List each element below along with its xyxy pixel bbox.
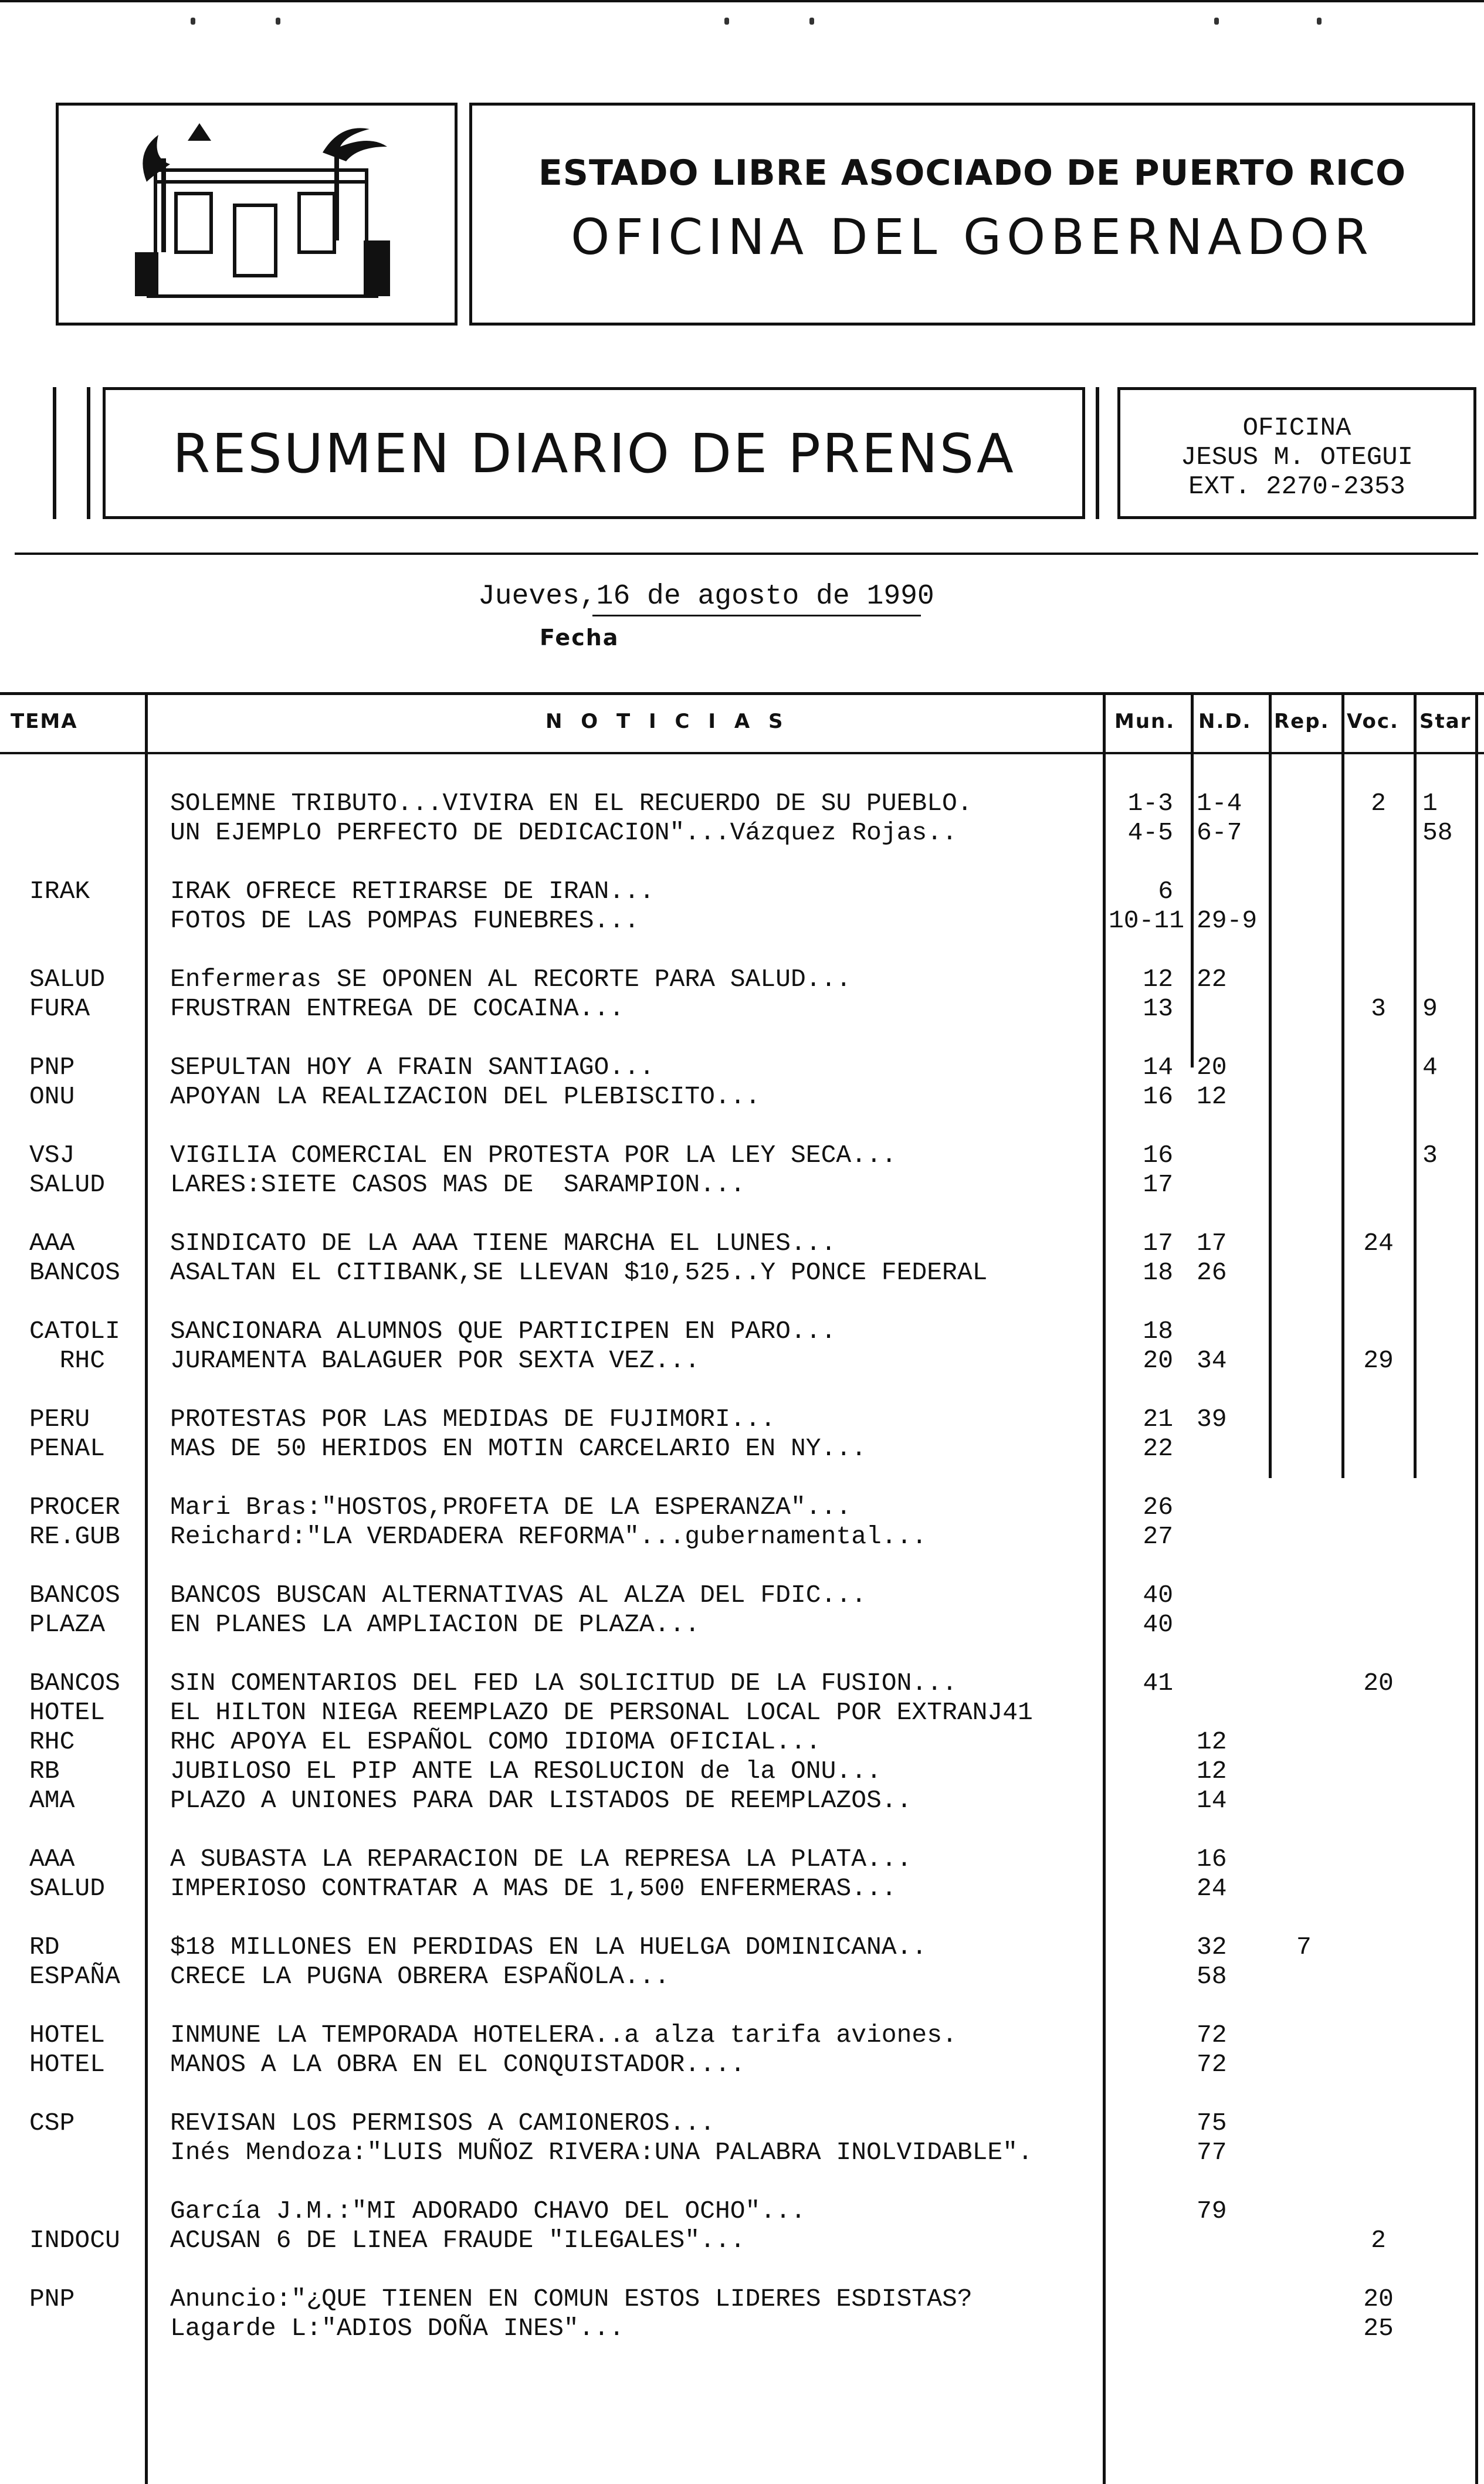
cell-mun: 21 (1143, 1405, 1173, 1434)
cell-mun: 40 (1143, 1581, 1173, 1609)
table-header-rule (0, 752, 1484, 754)
col-header-rep: Rep. (1274, 710, 1330, 733)
cell-news: MANOS A LA OBRA EN EL CONQUISTADOR.... (170, 2050, 746, 2079)
top-edge (0, 0, 1484, 2)
cell-nd: 77 (1197, 2138, 1227, 2167)
cell-mun: 12 (1143, 965, 1173, 994)
cell-star: 3 (1422, 1141, 1438, 1170)
cell-tema: CATOLI (29, 1317, 120, 1346)
cell-nd: 26 (1197, 1258, 1227, 1287)
cell-nd: 32 (1197, 1933, 1227, 1961)
cell-nd: 24 (1197, 1874, 1227, 1903)
cell-news: PROTESTAS POR LAS MEDIDAS DE FUJIMORI... (170, 1405, 776, 1434)
cell-news: FOTOS DE LAS POMPAS FUNEBRES... (170, 906, 639, 935)
cell-voc: 2 (1371, 2226, 1386, 2255)
cell-nd: 12 (1197, 1727, 1227, 1756)
cell-mun: 17 (1143, 1170, 1173, 1199)
cell-news: CRECE LA PUGNA OBRERA ESPAÑOLA... (170, 1962, 670, 1991)
cell-tema: AMA (29, 1786, 75, 1815)
col-rule-star (1475, 692, 1478, 2484)
cell-nd: 1-4 (1197, 789, 1242, 818)
cell-tema: PNP (29, 2285, 75, 2313)
cell-news: Enfermeras SE OPONEN AL RECORTE PARA SALUD... (170, 965, 852, 994)
title-bar-left-rule-2 (87, 387, 90, 519)
cell-news: Inés Mendoza:"LUIS MUÑOZ RIVERA:UNA PALABRA INOLVIDABLE". (170, 2138, 1033, 2167)
cell-tema: BANCOS (29, 1581, 120, 1609)
col-header-tema: TEMA (11, 710, 78, 733)
cell-news: ACUSAN 6 DE LINEA FRAUDE "ILEGALES"... (170, 2226, 746, 2255)
cell-news: SINDICATO DE LA AAA TIENE MARCHA EL LUNES... (170, 1229, 836, 1258)
cell-mun: 18 (1143, 1258, 1173, 1287)
cell-news: Anuncio:"¿QUE TIENEN EN COMUN ESTOS LIDERES ESDISTAS? (170, 2285, 973, 2313)
table-top-rule (0, 692, 1484, 695)
title-bar-right-rule (1096, 387, 1099, 519)
cell-nd: 6-7 (1197, 818, 1242, 847)
cell-voc: 2 (1371, 789, 1386, 818)
cell-news: FRUSTRAN ENTREGA DE COCAINA... (170, 994, 625, 1023)
cell-news: García J.M.:"MI ADORADO CHAVO DEL OCHO"... (170, 2197, 806, 2225)
office-name: JESUS M. OTEGUI (1180, 443, 1414, 472)
col-rule-mun (1191, 692, 1194, 1068)
cell-nd: 14 (1197, 1786, 1227, 1815)
cell-mun: 22 (1143, 1434, 1173, 1463)
cell-nd: 22 (1197, 965, 1227, 994)
cell-tema: RB (29, 1757, 60, 1785)
cell-news: Mari Bras:"HOSTOS,PROFETA DE LA ESPERANZA"... (170, 1493, 852, 1521)
cell-tema: VSJ (29, 1141, 75, 1170)
cell-voc: 3 (1371, 994, 1386, 1023)
title-bar-box (103, 387, 1085, 519)
cell-nd: 72 (1197, 2021, 1227, 2049)
cell-rep: 7 (1296, 1933, 1312, 1961)
cell-tema: PROCER (29, 1493, 120, 1521)
cell-news: IMPERIOSO CONTRATAR A MAS DE 1,500 ENFERMERAS... (170, 1874, 897, 1903)
cell-news: MAS DE 50 HERIDOS EN MOTIN CARCELARIO EN NY... (170, 1434, 866, 1463)
cell-mun: 6 (1158, 877, 1173, 906)
cell-tema: HOTEL (29, 2021, 106, 2049)
cell-tema: ESPAÑA (29, 1962, 120, 1991)
cell-nd: 58 (1197, 1962, 1227, 1991)
cell-nd: 12 (1197, 1082, 1227, 1111)
cell-tema: RE.GUB (29, 1522, 120, 1551)
col-rule-rep (1341, 692, 1344, 1478)
cell-mun: 16 (1143, 1141, 1173, 1170)
cell-news: SIN COMENTARIOS DEL FED LA SOLICITUD DE LA FUSION... (170, 1669, 957, 1697)
cell-mun: 13 (1143, 994, 1173, 1023)
cell-news: UN EJEMPLO PERFECTO DE DEDICACION"...Vázquez Rojas.. (170, 818, 957, 847)
cell-news: VIGILIA COMERCIAL EN PROTESTA POR LA LEY SECA... (170, 1141, 897, 1170)
cell-star: 9 (1422, 994, 1438, 1023)
header-title-box (469, 103, 1475, 326)
cell-tema: PNP (29, 1053, 75, 1082)
cell-news: IRAK OFRECE RETIRARSE DE IRAN... (170, 877, 655, 906)
cell-nd: 39 (1197, 1405, 1227, 1434)
cell-tema: PENAL (29, 1434, 106, 1463)
cell-nd: 12 (1197, 1757, 1227, 1785)
cell-news: SEPULTAN HOY A FRAIN SANTIAGO... (170, 1053, 655, 1082)
cell-tema: AAA (29, 1845, 75, 1873)
cell-tema: IRAK (29, 877, 90, 906)
office-ext: EXT. 2270-2353 (1188, 472, 1405, 501)
cell-mun: 20 (1143, 1346, 1173, 1375)
cell-nd: 79 (1197, 2197, 1227, 2225)
office-box (1117, 387, 1476, 519)
cell-voc: 25 (1363, 2314, 1394, 2343)
report-date: Jueves,16 de agosto de 1990 (478, 581, 934, 612)
cell-tema: SALUD (29, 1170, 106, 1199)
cell-star: 4 (1422, 1053, 1438, 1082)
cell-tema: SALUD (29, 1874, 106, 1903)
cell-tema: SALUD (29, 965, 106, 994)
col-header-nd: N.D. (1198, 710, 1252, 733)
cell-news: Lagarde L:"ADIOS DOÑA INES"... (170, 2314, 625, 2343)
cell-mun: 41 (1143, 1669, 1173, 1697)
cell-nd: 34 (1197, 1346, 1227, 1375)
cell-news: PLAZO A UNIONES PARA DAR LISTADOS DE REEMPLAZOS.. (170, 1786, 912, 1815)
cell-mun: 4-5 (1127, 818, 1173, 847)
cell-news: JURAMENTA BALAGUER POR SEXTA VEZ... (170, 1346, 700, 1375)
col-header-star: Star (1419, 710, 1472, 733)
cell-tema: BANCOS (29, 1258, 120, 1287)
cell-news: EL HILTON NIEGA REEMPLAZO DE PERSONAL LOCAL POR EXTRANJ41 (170, 1698, 1033, 1727)
cell-mun: 17 (1143, 1229, 1173, 1258)
cell-mun: 14 (1143, 1053, 1173, 1082)
col-rule-tema (145, 692, 148, 2484)
cell-mun: 1-3 (1127, 789, 1173, 818)
cell-star: 1 (1422, 789, 1438, 818)
cell-tema: INDOCU (29, 2226, 120, 2255)
cell-nd: 17 (1197, 1229, 1227, 1258)
cell-mun: 10-11 (1109, 906, 1185, 935)
cell-news: RHC APOYA EL ESPAÑOL COMO IDIOMA OFICIAL... (170, 1727, 821, 1756)
cell-news: SANCIONARA ALUMNOS QUE PARTICIPEN EN PARO... (170, 1317, 836, 1346)
cell-tema: ONU (29, 1082, 75, 1111)
title-bar-left-rule-1 (53, 387, 56, 519)
page-title: RESUMEN DIARIO DE PRENSA (172, 422, 1015, 485)
cell-mun: 26 (1143, 1493, 1173, 1521)
cell-nd: 16 (1197, 1845, 1227, 1873)
cell-news: REVISAN LOS PERMISOS A CAMIONEROS... (170, 2109, 715, 2137)
cell-news: EN PLANES LA AMPLIACION DE PLAZA... (170, 1610, 700, 1639)
cell-news: Reichard:"LA VERDADERA REFORMA"...gubernamental... (170, 1522, 927, 1551)
cell-news: APOYAN LA REALIZACION DEL PLEBISCITO... (170, 1082, 761, 1111)
col-rule-nd (1269, 692, 1272, 1478)
cell-nd: 75 (1197, 2109, 1227, 2137)
cell-star: 58 (1422, 818, 1453, 847)
cell-voc: 20 (1363, 2285, 1394, 2313)
cell-news: SOLEMNE TRIBUTO...VIVIRA EN EL RECUERDO DE SU PUEBLO. (170, 789, 973, 818)
cell-mun: 40 (1143, 1610, 1173, 1639)
date-label: Fecha (540, 625, 619, 650)
date-underline (592, 615, 921, 616)
cell-tema: AAA (29, 1229, 75, 1258)
col-rule-voc (1414, 692, 1417, 1478)
cell-nd: 29-9 (1197, 906, 1258, 935)
fortaleza-building-icon (59, 106, 455, 323)
cell-news: LARES:SIETE CASOS MAS DE SARAMPION... (170, 1170, 746, 1199)
cell-news: INMUNE LA TEMPORADA HOTELERA..a alza tarifa aviones. (170, 2021, 957, 2049)
cell-tema: HOTEL (29, 1698, 106, 1727)
cell-tema: HOTEL (29, 2050, 106, 2079)
cell-tema: RD (29, 1933, 60, 1961)
office-label: OFICINA (1242, 414, 1351, 443)
cell-mun: 16 (1143, 1082, 1173, 1111)
separator-rule (15, 553, 1478, 555)
cell-news: BANCOS BUSCAN ALTERNATIVAS AL ALZA DEL FDIC... (170, 1581, 866, 1609)
cell-news: JUBILOSO EL PIP ANTE LA RESOLUCION de la ONU... (170, 1757, 882, 1785)
cell-voc: 24 (1363, 1229, 1394, 1258)
cell-tema: PERU (29, 1405, 90, 1434)
cell-voc: 29 (1363, 1346, 1394, 1375)
cell-nd: 72 (1197, 2050, 1227, 2079)
cell-tema: CSP (29, 2109, 75, 2137)
cell-news: A SUBASTA LA REPARACION DE LA REPRESA LA PLATA... (170, 1845, 912, 1873)
cell-mun: 27 (1143, 1522, 1173, 1551)
cell-news: ASALTAN EL CITIBANK,SE LLEVAN $10,525..Y PONCE FEDERAL (170, 1258, 988, 1287)
cell-tema: PLAZA (29, 1610, 106, 1639)
logo-box (56, 103, 458, 326)
cell-tema: RHC (29, 1727, 75, 1756)
col-header-mun: Mun. (1114, 710, 1175, 733)
cell-mun: 18 (1143, 1317, 1173, 1346)
cell-news: $18 MILLONES EN PERDIDAS EN LA HUELGA DOMINICANA.. (170, 1933, 927, 1961)
cell-tema: BANCOS (29, 1669, 120, 1697)
col-rule-noticias (1103, 692, 1106, 2484)
cell-tema: RHC (29, 1346, 106, 1375)
cell-voc: 20 (1363, 1669, 1394, 1697)
cell-nd: 20 (1197, 1053, 1227, 1082)
col-header-noticias: N O T I C I A S (546, 710, 789, 733)
cell-tema: FURA (29, 994, 90, 1023)
header-line1: ESTADO LIBRE ASOCIADO DE PUERTO RICO (538, 153, 1407, 194)
header-line2: OFICINA DEL GOBERNADOR (571, 208, 1374, 266)
col-header-voc: Voc. (1347, 710, 1399, 733)
